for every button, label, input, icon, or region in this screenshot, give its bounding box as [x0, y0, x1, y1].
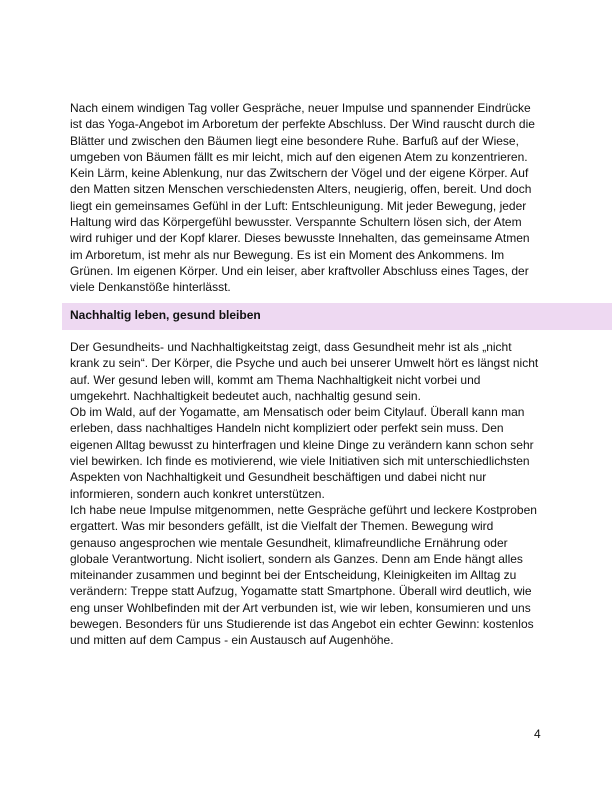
text-line: viele Denkanstöße hinterlässt.	[70, 280, 231, 295]
text-line: Ich habe neue Impulse mitgenommen, nette Gespräche geführt und leckere Kostproben	[70, 502, 537, 517]
text-line: informieren, sondern auch konkret unterstützen.	[70, 486, 325, 501]
text-line: umgekehrt. Nachhaltigkeit bedeutet auch, nachhaltig gesund sein.	[70, 388, 421, 403]
text-line: Nach einem windigen Tag voller Gespräche, neuer Impulse und spannender Eindrücke	[70, 101, 531, 115]
text-line: Blätter und zwischen den Bäumen liegt eine besondere Ruhe. Barfuß auf der Wiese,	[70, 133, 519, 148]
text-line: viel bewirken. Ich finde es motivierend, wie viele Initiativen sich mit unterschiedlichsten	[70, 454, 530, 469]
body-paragraphs	[70, 339, 544, 649]
text-line: erleben, dass nachhaltiges Handeln nicht kompliziert oder perfekt sein muss. Den	[70, 421, 504, 436]
text-line: umgeben von Bäumen fällt es mir leicht, mich auf den eigenen Atem zu konzentrieren.	[70, 149, 528, 164]
text-line: bewegen. Besonders für uns Studierende ist das Angebot ein echter Gewinn: kostenlos	[70, 617, 534, 632]
text-line: Haltung wird das Körpergefühl bewusster. Verspannte Schultern lösen sich, der Atem	[70, 215, 522, 230]
text-line: verändern: Treppe statt Aufzug, Yogamatte statt Smartphone. Überall wird deutlich, wie	[70, 584, 532, 599]
text-line: ist das Yoga-Angebot im Arboretum der perfekte Abschluss. Der Wind rauscht durch die	[70, 117, 535, 132]
text-line: im Arboretum, ist mehr als nur Bewegung. Es ist ein Moment des Ankommens. Im	[70, 247, 505, 262]
text-line: globale Verantwortung. Nicht isoliert, sondern als Ganzes. Denn am Ende hängt alles	[70, 551, 523, 566]
text-line: eigenen Alltag bewusst zu hinterfragen und kleine Dinge zu verändern kann schon sehr	[70, 437, 534, 452]
text-line: und mitten auf dem Campus - ein Austausch auf Augenhöhe.	[70, 633, 394, 648]
text-line: Ob im Wald, auf der Yogamatte, am Mensatisch oder beim Citylauf. Überall kann man	[70, 405, 525, 420]
text-line: Grünen. Im eigenen Körper. Und ein leiser, aber kraftvoller Abschluss eines Tages, der	[70, 263, 529, 278]
text-line: den Matten sitzen Menschen verschiedensten Alters, neugierig, offen, bereit. Und doch	[70, 182, 532, 197]
text-line: genauso angesprochen wie mentale Gesundheit, klimafreundliche Ernährung oder	[70, 535, 508, 550]
text-line: ergattert. Was mir besonders gefällt, ist die Vielfalt der Themen. Bewegung wird	[70, 519, 494, 534]
text-line: krank zu sein“. Der Körper, die Psyche und auch bei unserer Umwelt hört es längst nicht	[70, 356, 539, 371]
text-line: Der Gesundheits- und Nachhaltigkeitstag zeigt, dass Gesundheit mehr ist als „nicht	[70, 340, 512, 354]
section-heading-band	[62, 303, 612, 330]
text-line: wird ruhiger und der Kopf klarer. Dieses bewusste Innehalten, das gemeinsame Atmen	[70, 231, 530, 246]
page-number: 4	[534, 727, 541, 741]
text-line: liegt ein gemeinsames Gefühl in der Luft: Entschleunigung. Mit jeder Bewegung, jeder	[70, 198, 527, 213]
intro-paragraph	[70, 100, 544, 296]
text-line: auf. Wer gesund leben will, kommt am Thema Nachhaltigkeit nicht vorbei und	[70, 372, 481, 387]
text-line: miteinander zusammen und beginnt bei der Entscheidung, Kleinigkeiten im Alltag zu	[70, 568, 517, 583]
section-heading: Nachhaltig leben, gesund bleiben	[70, 308, 261, 322]
text-line: eng unser Wohlbefinden mit der Art verbunden ist, wie wir leben, konsumieren und uns	[70, 600, 531, 615]
text-line: Aspekten von Nachhaltigkeit und Gesundheit beschäftigen und dabei nicht nur	[70, 470, 487, 485]
text-line: Kein Lärm, keine Ablenkung, nur das Zwitschern der Vögel und der eigene Körper. Auf	[70, 166, 529, 181]
